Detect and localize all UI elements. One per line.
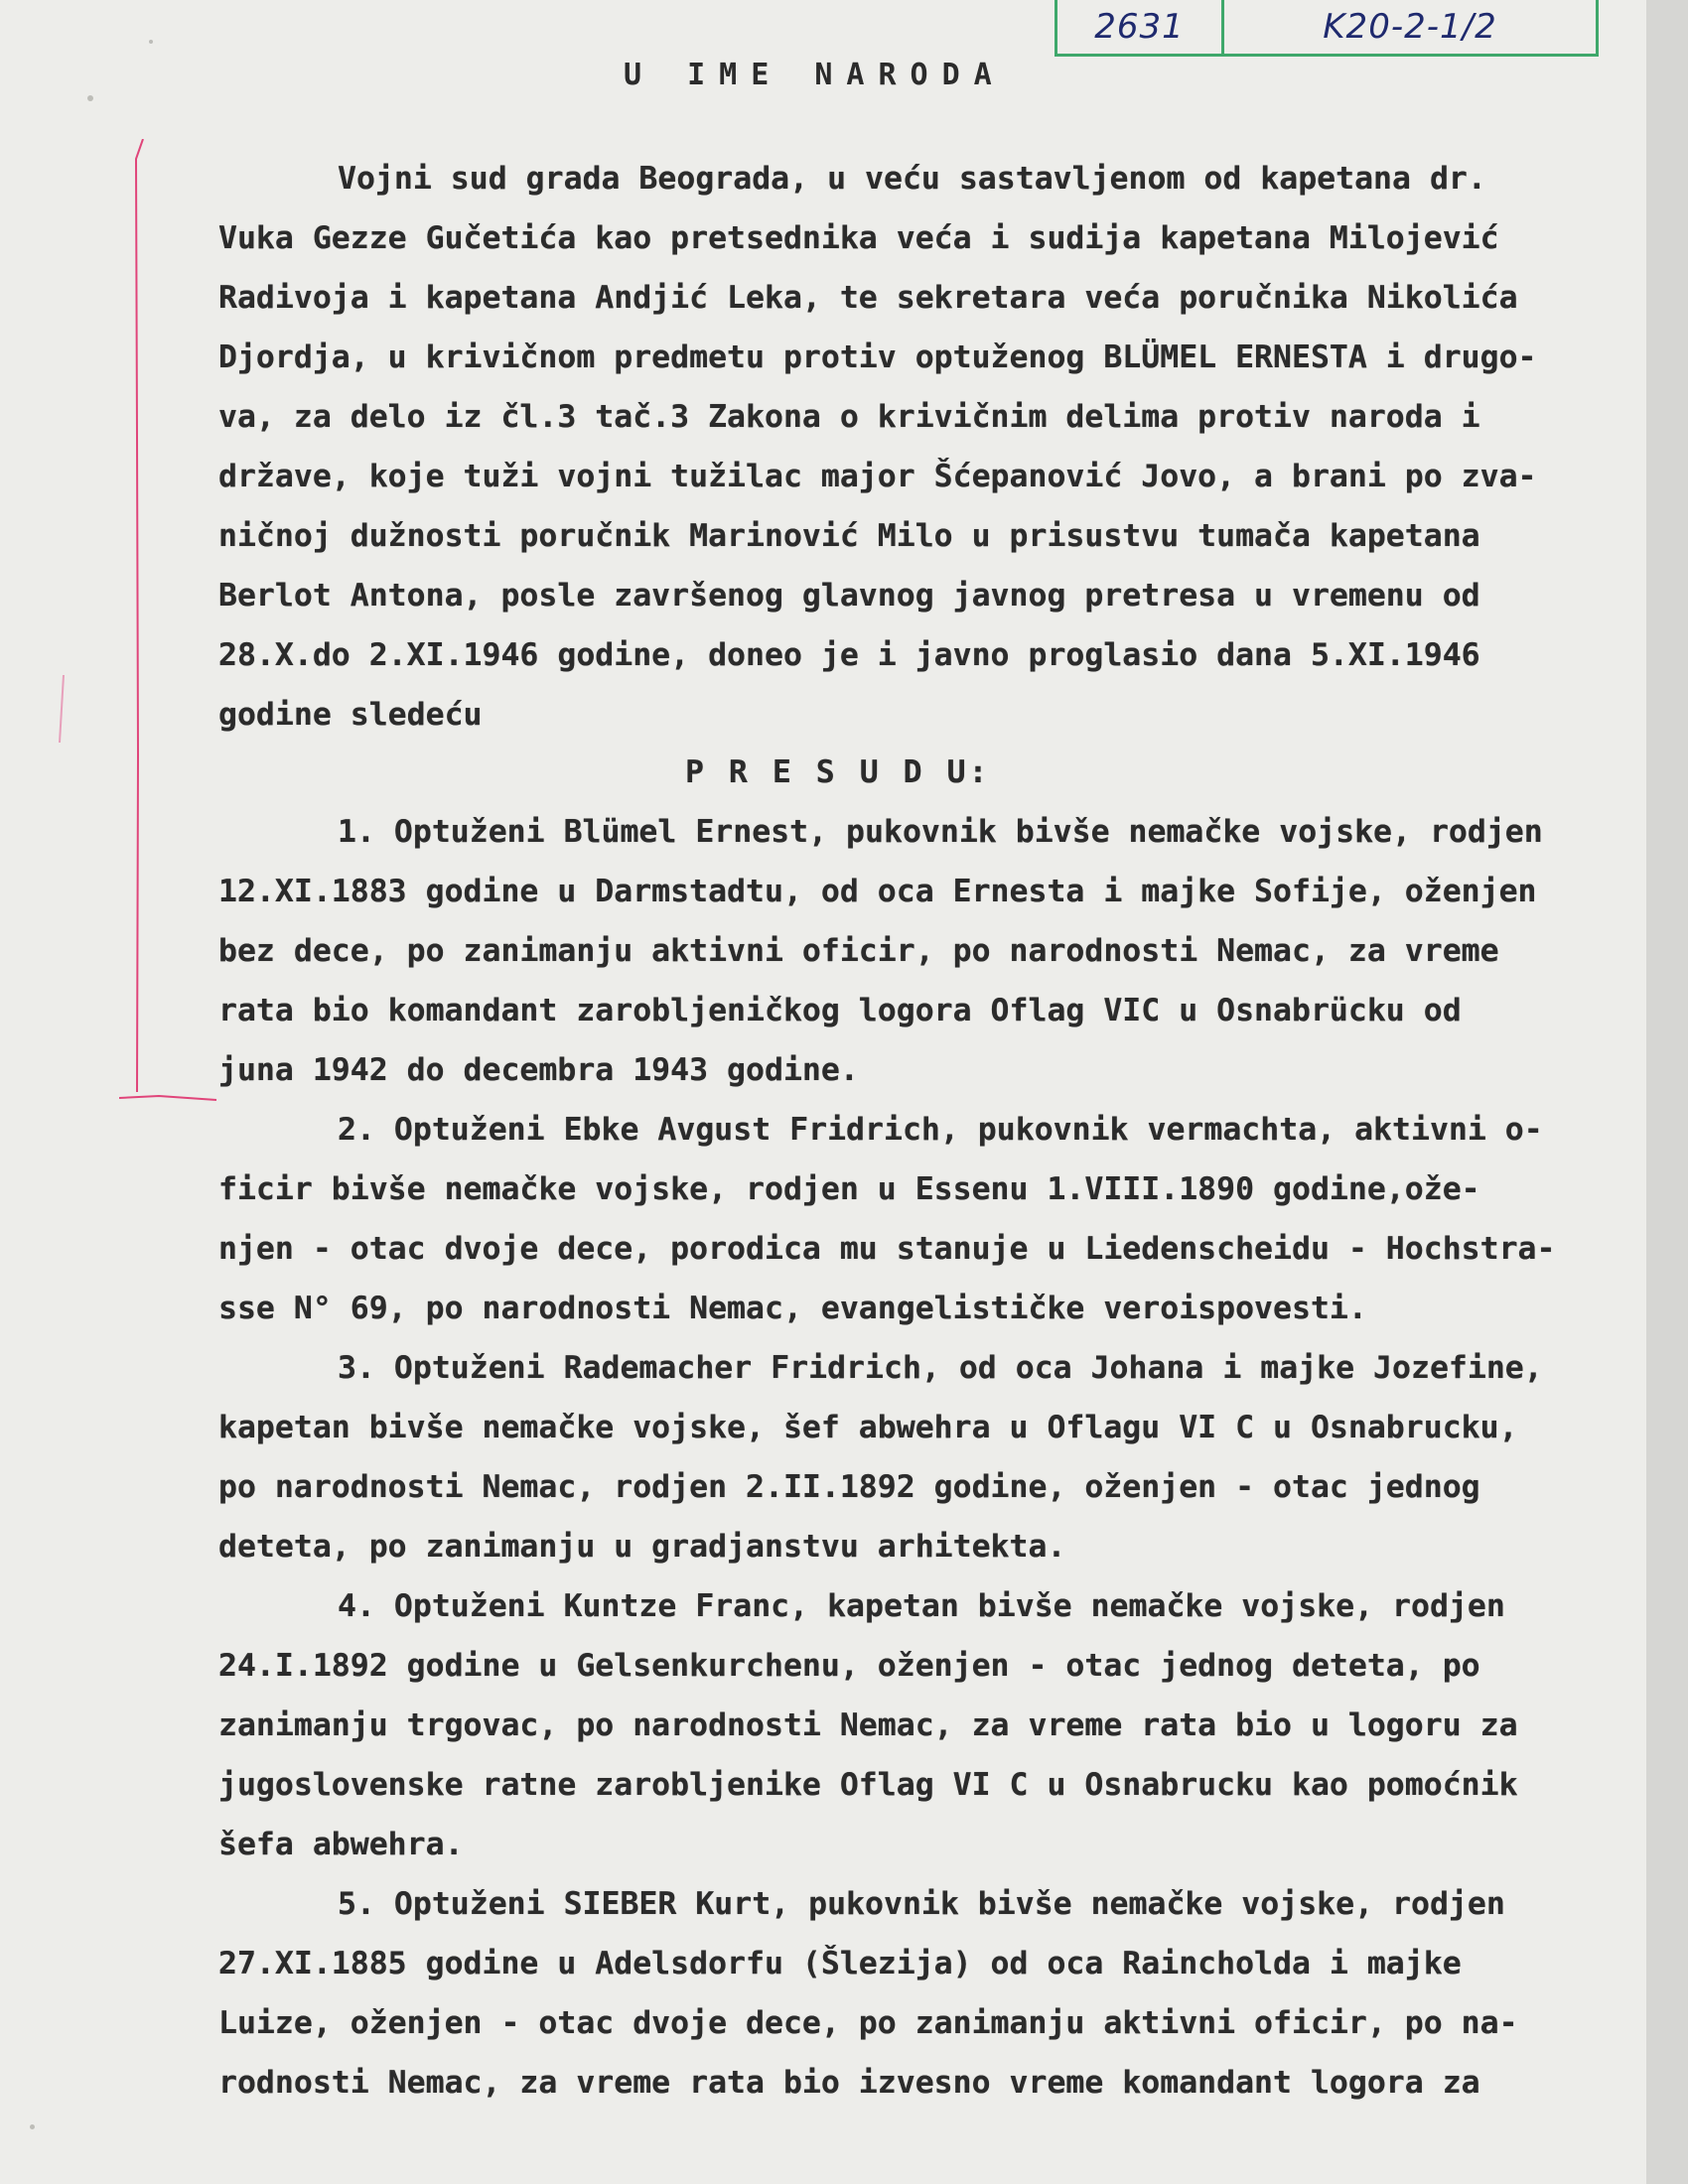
text-line: rodnosti Nemac, za vreme rata bio izvesno vreme komandant logora za <box>218 2065 1480 2101</box>
text-line: države, koje tuži vojni tužilac major Šćepanović Jovo, a brani po zva- <box>218 459 1537 494</box>
text-line: Vuka Gezze Gučetića kao pretsednika veća i sudija kapetana Milojević <box>218 220 1499 256</box>
paper-speck <box>149 40 153 44</box>
text-line: Djordja, u krivičnom predmetu protiv optuženog BLÜMEL ERNESTA i drugo- <box>218 340 1537 375</box>
text-line: juna 1942 do decembra 1943 godine. <box>218 1052 859 1088</box>
margin-tick-mark <box>52 675 71 745</box>
text-line: 1. Optuženi Blümel Ernest, pukovnik bivše nemačke vojske, rodjen <box>338 814 1543 850</box>
text-line: njen - otac dvoje dece, porodica mu stanuje u Liedenscheidu - Hochstra- <box>218 1231 1556 1267</box>
verdict-heading: P R E S U D U: <box>685 754 991 790</box>
text-line: va, za delo iz čl.3 tač.3 Zakona o krivičnim delima protiv naroda i <box>218 399 1480 435</box>
text-line: 3. Optuženi Rademacher Fridrich, od oca Johana i majke Jozefine, <box>338 1350 1543 1386</box>
margin-underline-mark <box>119 1092 218 1104</box>
stamp-reference: K20-2-1/2 <box>1323 7 1497 47</box>
text-line: 12.XI.1883 godine u Darmstadtu, od oca Ernesta i majke Sofije, oženjen <box>218 874 1537 909</box>
text-line: 5. Optuženi SIEBER Kurt, pukovnik bivše nemačke vojske, rodjen <box>338 1886 1505 1922</box>
margin-bracket-mark <box>133 139 147 1092</box>
text-line: deteta, po zanimanju u gradjanstvu arhitekta. <box>218 1529 1066 1565</box>
text-line: 24.I.1892 godine u Gelsenkurchenu, oženjen - otac jednog deteta, po <box>218 1648 1480 1684</box>
text-line: 4. Optuženi Kuntze Franc, kapetan bivše nemačke vojske, rodjen <box>338 1588 1505 1624</box>
text-line: 28.X.do 2.XI.1946 godine, doneo je i javno proglasio dana 5.XI.1946 <box>218 637 1480 673</box>
text-line: jugoslovenske ratne zarobljenike Oflag VI C u Osnabrucku kao pomoćnik <box>218 1767 1518 1803</box>
text-line: rata bio komandant zarobljeničkog logora Oflag VIC u Osnabrücku od <box>218 993 1462 1028</box>
text-line: zanimanju trgovac, po narodnosti Nemac, za vreme rata bio u logoru za <box>218 1707 1518 1743</box>
text-line: Berlot Antona, posle završenog glavnog javnog pretresa u vremenu od <box>218 578 1480 614</box>
text-line: ficir bivše nemačke vojske, rodjen u Essenu 1.VIII.1890 godine,ože- <box>218 1171 1480 1207</box>
stamp-number: 2631 <box>1057 0 1224 54</box>
scan-edge <box>1646 0 1688 2184</box>
text-line: 27.XI.1885 godine u Adelsdorfu (Šlezija) od oca Raincholda i majke <box>218 1946 1462 1981</box>
text-line: bez dece, po zanimanju aktivni oficir, po narodnosti Nemac, za vreme <box>218 933 1499 969</box>
text-line: Luize, oženjen - otac dvoje dece, po zanimanju aktivni oficir, po na- <box>218 2005 1518 2041</box>
text-line: 2. Optuženi Ebke Avgust Fridrich, pukovnik vermachta, aktivni o- <box>338 1112 1543 1148</box>
text-line: Vojni sud grada Beograda, u veću sastavljenom od kapetana dr. <box>338 161 1486 197</box>
text-line: šefa abwehra. <box>218 1827 464 1862</box>
paper-speck <box>30 2124 35 2129</box>
text-line: Radivoja i kapetana Andjić Leka, te sekretara veća poručnika Nikolića <box>218 280 1518 316</box>
text-line: godine sledeću <box>218 697 483 733</box>
text-line: kapetan bivše nemačke vojske, šef abwehra u Oflagu VI C u Osnabrucku, <box>218 1410 1518 1445</box>
text-line: po narodnosti Nemac, rodjen 2.II.1892 godine, oženjen - otac jednog <box>218 1469 1480 1505</box>
paper-speck <box>87 95 93 101</box>
text-line: ničnoj dužnosti poručnik Marinović Milo u prisustvu tumača kapetana <box>218 518 1480 554</box>
text-line: sse N° 69, po narodnosti Nemac, evangelističke veroispovesti. <box>218 1291 1367 1326</box>
archive-stamp <box>1055 0 1599 57</box>
document-title: U IME NARODA <box>624 58 1006 92</box>
